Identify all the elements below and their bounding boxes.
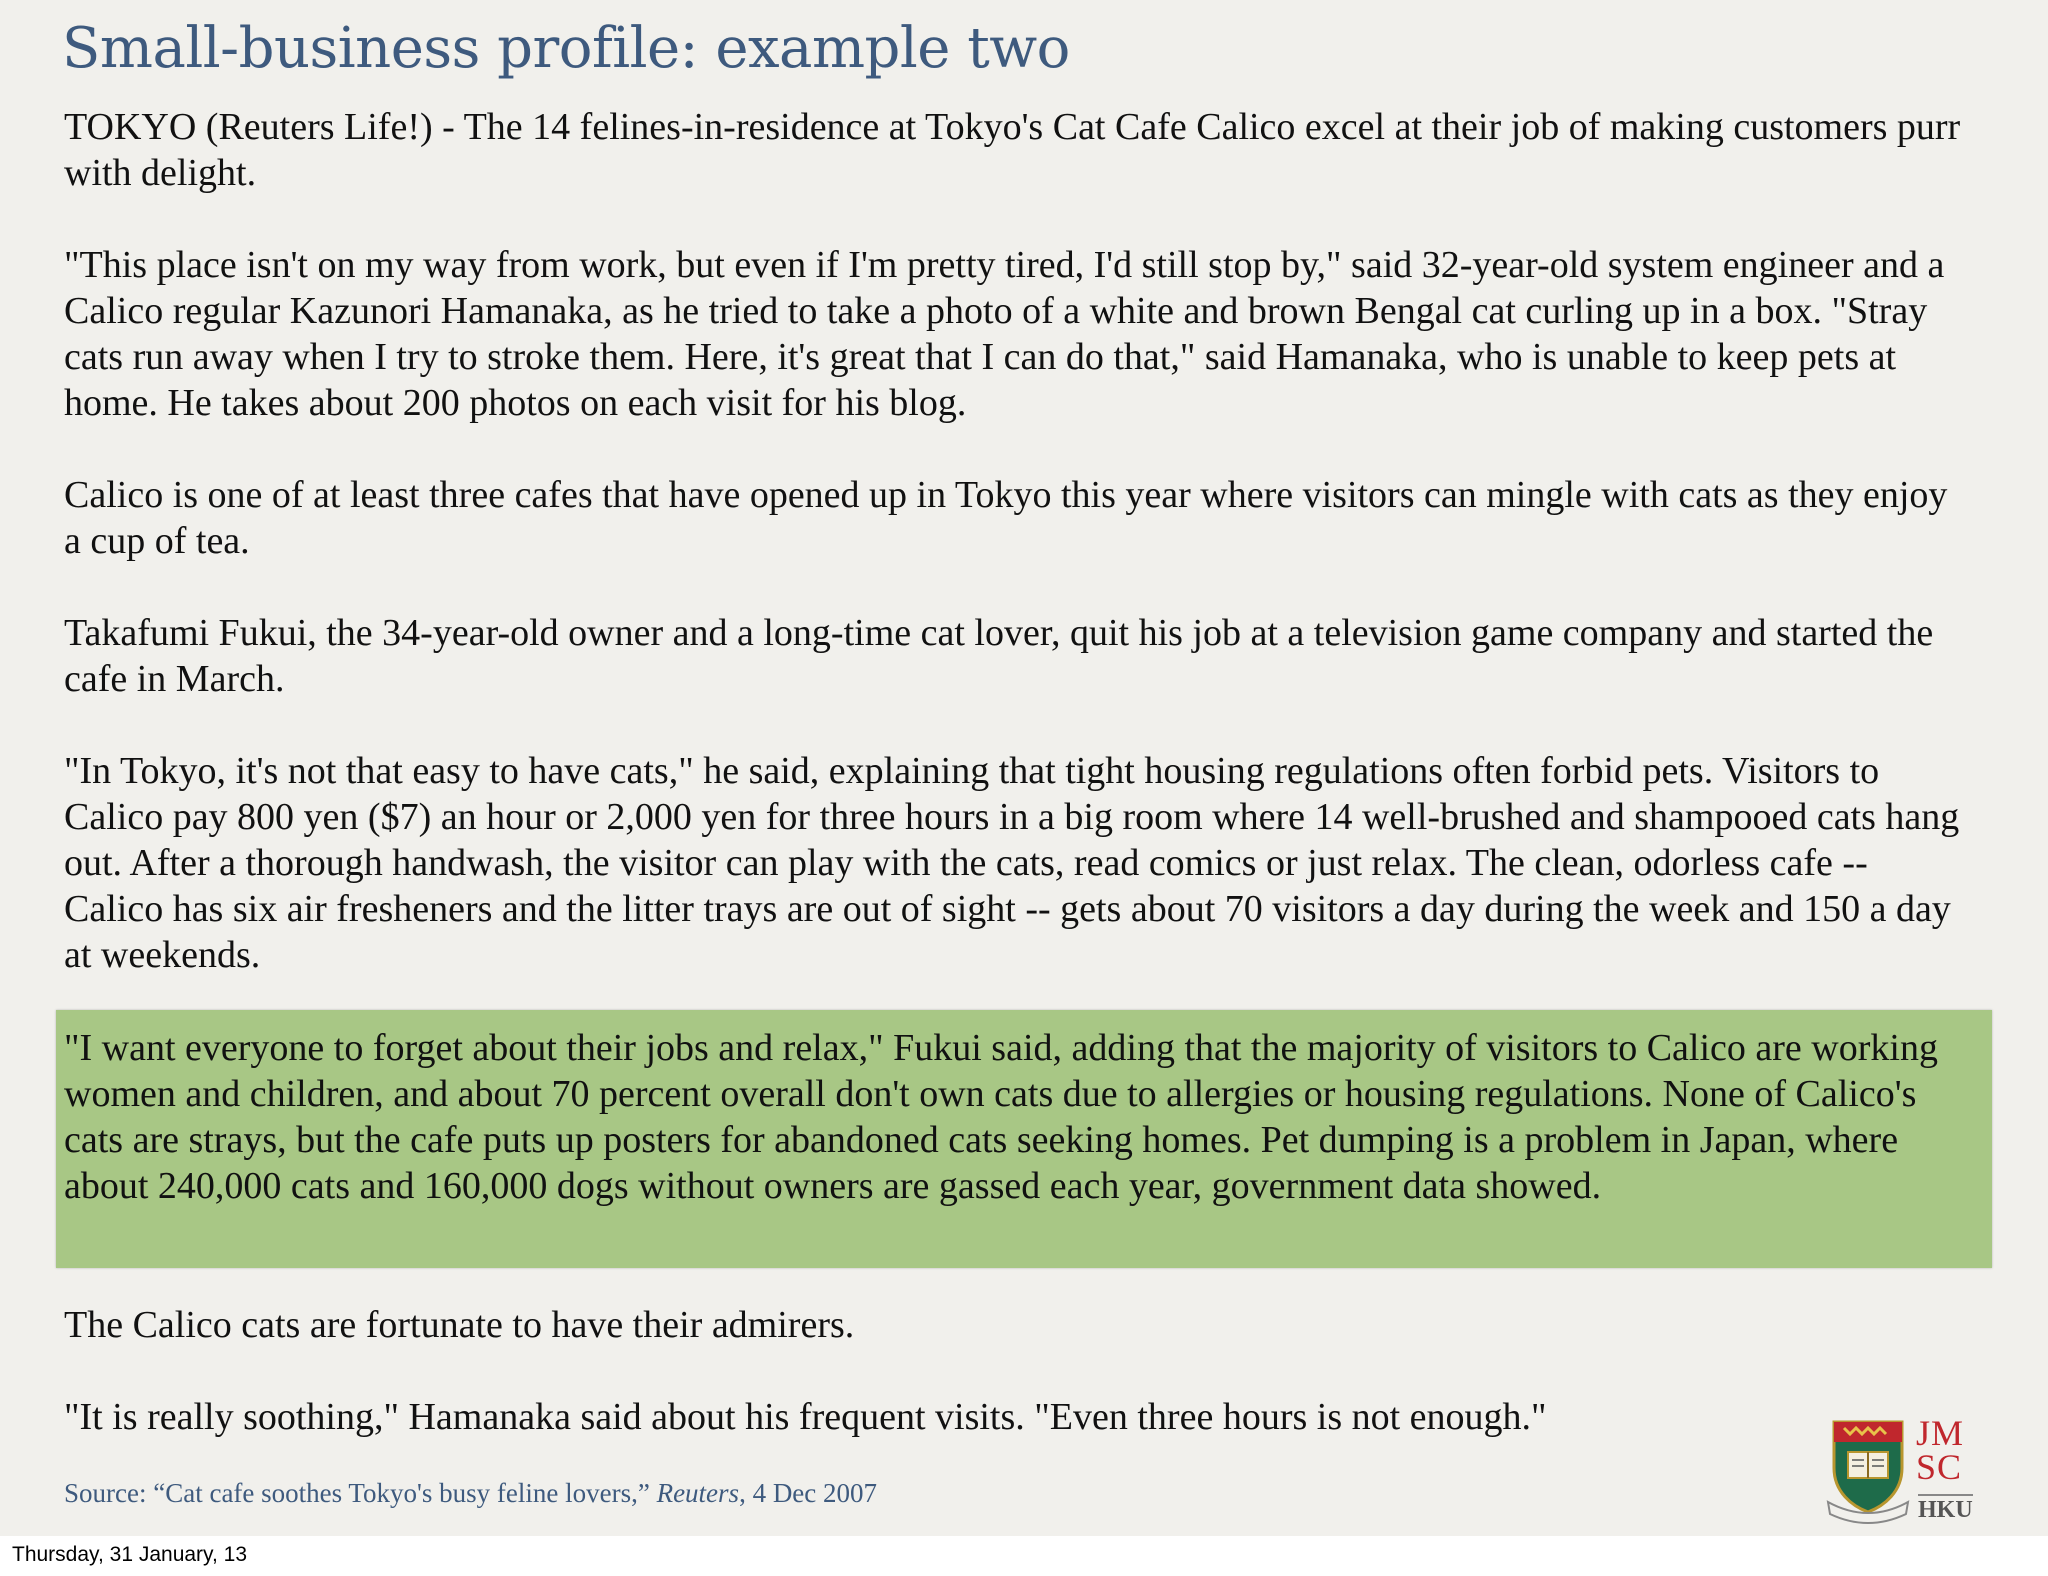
closing-section: [64, 1302, 1964, 1486]
logo-hku-label: HKU: [1918, 1494, 1973, 1524]
hku-crest-icon: [1826, 1416, 1916, 1526]
closing-paragraph-2: "It is really soothing," Hamanaka said about his frequent visits. "Even three hours is not enough.": [64, 1396, 1547, 1438]
source-prefix: Source: “Cat cafe soothes Tokyo's busy feline lovers,”: [64, 1478, 657, 1508]
paragraph-1: TOKYO (Reuters Life!) - The 14 felines-in-residence at Tokyo's Cat Cafe Calico excel at their job of making customers purr with delight.: [64, 106, 1961, 194]
paragraph-3: Calico is one of at least three cafes that have opened up in Tokyo this year where visitors can mingle with cats as they enjoy a cup of tea.: [64, 474, 1948, 562]
paragraph-5: "In Tokyo, it's not that easy to have cats," he said, explaining that tight housing regulations often forbid pets. Visitors to Calico pay 800 yen ($7) an hour or 2,000 yen for three hours in a big room where 14 well-brushed and shampooed cats hang out. After a thorough handwash, the visitor can play with the cats, read comics or just relax. The clean, odorless cafe -- Calico has six air fresheners and the litter trays are out of sight -- gets about 70 visitors a day during the week and 150 a day at weekends.: [64, 750, 1960, 976]
article-body: [64, 104, 1964, 1024]
jmsc-hku-logo: [1826, 1413, 1986, 1526]
source-citation: [64, 1478, 877, 1509]
highlighted-paragraph: "I want everyone to forget about their jobs and relax," Fukui said, adding that the majority of visitors to Calico are working women and children, and about 70 percent overall don't own cats due to allergies or housing regulations. None of Calico's cats are strays, but the cafe puts up posters for abandoned cats seeking homes. Pet dumping is a problem in Japan, where about 240,000 cats and 160,000 dogs without owners are gassed each year, government data showed.: [64, 1027, 1938, 1207]
paragraph-4: Takafumi Fukui, the 34-year-old owner and a long-time cat lover, quit his job at a television game company and started the cafe in March.: [64, 612, 1934, 700]
logo-wordmark: JM SC: [1916, 1413, 1965, 1487]
source-publication: Reuters: [656, 1478, 740, 1508]
source-suffix: , 4 Dec 2007: [739, 1478, 878, 1508]
paragraph-2: "This place isn't on my way from work, but even if I'm pretty tired, I'd still stop by," said 32-year-old system engineer and a Calico regular Kazunori Hamanaka, as he tried to take a photo of a white and brown Bengal cat curling up in a box. "Stray cats run away when I try to stroke them. Here, it's great that I can do that," said Hamanaka, who is unable to keep pets at home. He takes about 200 photos on each visit for his blog.: [64, 244, 1945, 424]
page-title: Small-business profile: example two: [62, 16, 1070, 81]
footer-date: Thursday, 31 January, 13: [12, 1543, 248, 1566]
closing-paragraph-1: The Calico cats are fortunate to have their admirers.: [64, 1304, 855, 1346]
